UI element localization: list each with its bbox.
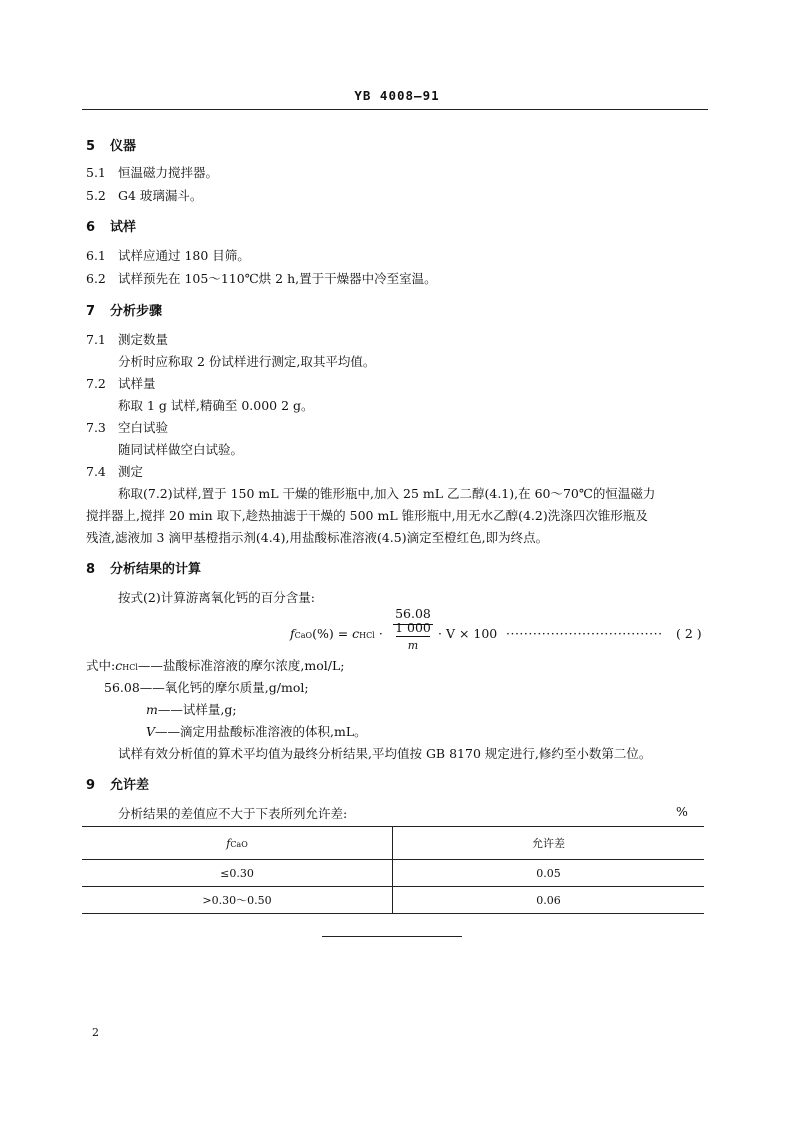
item-number: 5.1 xyxy=(86,165,106,180)
section-5-heading xyxy=(86,135,136,154)
section-number: 5 xyxy=(86,139,96,154)
table-cell-tolerance: 0.05 xyxy=(393,860,705,887)
table-cell-range: >0.30～0.50 xyxy=(82,887,393,914)
formula-denominator: m xyxy=(407,639,419,652)
item-title: 空白试验 xyxy=(118,420,169,435)
formula-equation-number: ( 2 ) xyxy=(676,626,702,641)
item-title: 试样量 xyxy=(118,376,156,391)
where-c-hcl: 式中:cHCl——盐酸标准溶液的摩尔浓度,mol/L; xyxy=(86,658,345,673)
item-7-1-title xyxy=(86,330,168,348)
item-number: 5.2 xyxy=(86,188,106,203)
formula-numerator: 56.08 xyxy=(395,606,431,621)
table-header-row xyxy=(82,827,704,860)
where-56-08: 56.08——氧化钙的摩尔质量,g/mol; xyxy=(104,680,309,695)
item-number: 7.2 xyxy=(86,376,106,391)
section-9-intro: 分析结果的差值应不大于下表所列允许差: xyxy=(118,806,348,821)
table-row xyxy=(82,860,704,887)
item-7-4-line-2: 搅拌器上,搅拌 20 min 取下,趁热抽滤于干燥的 500 mL 锥形瓶中,用无水乙醇(4.2)洗涤四次锥形瓶及 xyxy=(86,508,648,523)
item-number: 7.4 xyxy=(86,464,106,479)
end-rule xyxy=(322,936,462,937)
item-title: 测定数量 xyxy=(118,332,169,347)
standard-code: YB 4008—91 xyxy=(354,88,440,103)
item-7-3-title xyxy=(86,418,168,436)
where-v: V——滴定用盐酸标准溶液的体积,mL。 xyxy=(146,724,367,739)
item-7-2-title xyxy=(86,374,156,392)
formula-leader-dots: ··································· xyxy=(506,626,663,641)
item-6-2 xyxy=(86,269,437,287)
section-6-heading xyxy=(86,216,136,235)
item-text: 试样应通过 180 目筛。 xyxy=(118,248,250,263)
table-cell-tolerance: 0.06 xyxy=(393,887,705,914)
section-8-heading xyxy=(86,558,201,577)
section-8-intro: 按式(2)计算游离氧化钙的百分含量: xyxy=(118,590,315,605)
header-rule xyxy=(82,109,708,110)
item-7-4-title xyxy=(86,462,143,480)
item-text: 试样预先在 105～110℃烘 2 h,置于干燥器中冷至室温。 xyxy=(118,271,437,286)
item-5-2 xyxy=(86,186,202,204)
formula-lhs: fCaO(%) = cHCl · xyxy=(290,626,383,641)
formula-inner-numerator: 1 000 xyxy=(395,620,431,635)
section-title: 试样 xyxy=(110,220,137,235)
table-header-fcao: fCaO xyxy=(82,827,393,860)
item-number: 7.3 xyxy=(86,420,106,435)
section-9-heading xyxy=(86,774,149,793)
section-8-result: 试样有效分析值的算术平均值为最终分析结果,平均值按 GB 8170 规定进行,修约至小数第二位。 xyxy=(118,746,652,761)
table-unit: % xyxy=(676,804,688,819)
item-text: 恒温磁力搅拌器。 xyxy=(118,165,219,180)
item-number: 6.2 xyxy=(86,271,106,286)
item-7-3-text: 随同试样做空白试验。 xyxy=(118,442,244,457)
section-title: 分析步骤 xyxy=(110,304,163,319)
table-header-tolerance: 允许差 xyxy=(393,827,705,860)
item-7-1-text: 分析时应称取 2 份试样进行测定,取其平均值。 xyxy=(118,354,376,369)
item-6-1 xyxy=(86,246,250,264)
section-number: 9 xyxy=(86,778,96,793)
section-number: 6 xyxy=(86,220,96,235)
tolerance-table xyxy=(82,826,704,914)
item-title: 测定 xyxy=(118,464,144,479)
section-number: 8 xyxy=(86,562,96,577)
formula-tail: · V × 100 xyxy=(438,626,498,641)
item-7-2-text: 称取 1 g 试样,精确至 0.000 2 g。 xyxy=(118,398,314,413)
page-number: 2 xyxy=(92,1026,99,1039)
item-text: G4 玻璃漏斗。 xyxy=(118,188,203,203)
section-number: 7 xyxy=(86,304,96,319)
formula-fraction-bar-inner xyxy=(396,636,430,637)
item-7-4-line-3: 残渣,滤液加 3 滴甲基橙指示剂(4.4),用盐酸标准溶液(4.5)滴定至橙红色,即为终点。 xyxy=(86,530,549,545)
item-7-4-line-1: 称取(7.2)试样,置于 150 mL 干燥的锥形瓶中,加入 25 mL 乙二醇(4.1),在 60～70℃的恒温磁力 xyxy=(118,486,656,501)
section-7-heading xyxy=(86,300,162,319)
section-title: 分析结果的计算 xyxy=(110,562,202,577)
table-cell-range: ≤0.30 xyxy=(82,860,393,887)
section-title: 允许差 xyxy=(110,778,150,793)
item-5-1 xyxy=(86,163,218,181)
item-number: 6.1 xyxy=(86,248,106,263)
table-row xyxy=(82,887,704,914)
where-m: m——试样量,g; xyxy=(146,702,237,717)
section-title: 仪器 xyxy=(110,139,137,154)
item-number: 7.1 xyxy=(86,332,106,347)
